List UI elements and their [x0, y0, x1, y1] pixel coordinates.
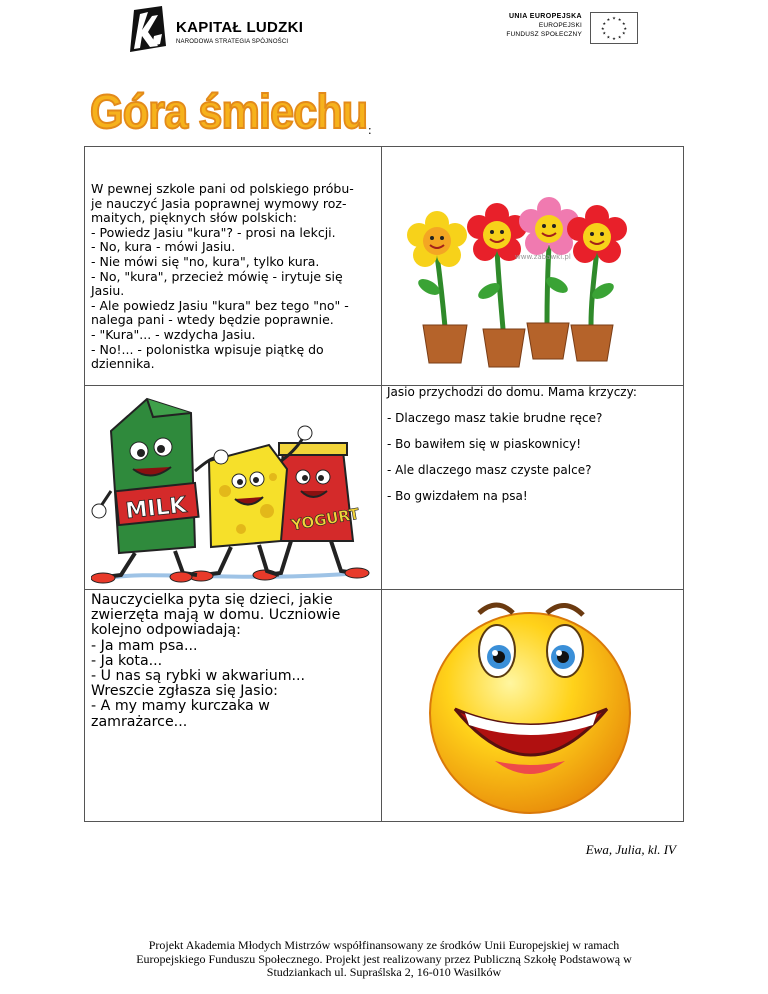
flowers-watermark: www.zabawki.pl — [515, 253, 571, 261]
table-divider-row2 — [85, 589, 683, 590]
author-signature: Ewa, Julia, kl. IV — [585, 842, 676, 857]
page-title: Góra śmiechu — [90, 86, 368, 139]
svg-text:★: ★ — [600, 25, 605, 31]
joke-kura-text: W pewnej szkole pani od polskiego próbu- je nauczyć Jasia poprawnej wymowy roz- maitych, pięknych słów polskich: - Powiedz Jasiu "kura"? - prosi na lekcji. - No, kura - mówi Jasiu. - Nie mówi się "no, kura", tylko kura. - No, "kura", przecież mówię - irytuje się Jasiu. - Ale powiedz Jasiu "kura" bez tego "no" - nalega pani - wtedy będzie poprawnie. - "Kura"... - wzdycha Jasiu. - No!... - polonistka wpisuje piątkę do dziennika. — [91, 181, 354, 372]
jokes-table — [84, 146, 684, 822]
svg-text:★: ★ — [621, 30, 626, 36]
joke-kurczak-text: Nauczycielka pyta się dzieci, jakie zwierzęta mają w domu. Uczniowie kolejno odpowiadają: - Ja mam psa... - Ja kota... - U nas są rybki w akwarium... Wreszcie zgłasza się Jasio: - A my mamy kurczaka w zamrażarce... — [91, 592, 341, 730]
svg-text:★: ★ — [612, 15, 616, 21]
joke-line: Jasio przychodzi do domu. Mama krzyczy: — [387, 385, 637, 399]
svg-text:★: ★ — [602, 21, 607, 27]
kapital-ludzki-subtitle: NARODOWA STRATEGIA SPÓJNOŚCI — [176, 39, 289, 45]
svg-text:★: ★ — [612, 36, 616, 42]
smiling-flowers-illustration-icon — [397, 195, 629, 371]
kapital-ludzki-title: KAPITAŁ LUDZKI — [176, 19, 304, 36]
yogurt-label: YOGURT — [289, 504, 361, 535]
footer-line3: Studziankach ul. Supraślska 2, 16-010 Wasilków — [266, 965, 502, 980]
laughing-smiley-face-illustration-icon — [415, 591, 645, 821]
eu-logo-line3: FUNDUSZ SPOŁECZNY — [506, 31, 582, 38]
eu-logo-line1: UNIA EUROPEJSKA — [508, 13, 582, 20]
joke-line: - Dlaczego masz takie brudne ręce? — [387, 411, 603, 425]
svg-text:★: ★ — [602, 30, 607, 36]
footer-line2: Europejskiego Funduszu Społecznego. Projekt jest realizowany przez Publiczną Szkołę Podstawową w — [136, 951, 632, 966]
eu-logo — [488, 12, 638, 48]
svg-text:★: ★ — [617, 34, 622, 40]
svg-text:★: ★ — [623, 25, 628, 31]
milk-label: MILK — [124, 492, 188, 525]
eu-logo-text — [506, 12, 582, 39]
dancing-milk-cheese-yogurt-illustration-icon — [91, 391, 375, 587]
joke-brudne-rece — [387, 385, 681, 515]
table-divider-vertical — [381, 147, 382, 821]
eu-flag-icon — [590, 12, 638, 44]
svg-text:★: ★ — [617, 17, 622, 23]
eu-logo-line2: EUROPEJSKI — [538, 22, 582, 29]
footer-project-info — [60, 939, 708, 980]
title-area — [90, 84, 398, 144]
title-colon: : — [368, 122, 372, 137]
kapital-ludzki-logo — [128, 6, 318, 56]
kapital-ludzki-mark-icon — [128, 6, 168, 54]
joke-line: - Bo gwizdałem na psa! — [387, 489, 528, 503]
svg-text:★: ★ — [606, 17, 611, 23]
joke-line: - Bo bawiłem się w piaskownicy! — [387, 437, 582, 451]
svg-text:★: ★ — [606, 34, 611, 40]
joke-line: - Ale dlaczego masz czyste palce? — [387, 463, 592, 477]
footer-line1: Projekt Akademia Młodych Mistrzów współfinansowany ze środków Unii Europejskiej w ramach — [148, 938, 620, 952]
svg-text:★: ★ — [621, 21, 626, 27]
